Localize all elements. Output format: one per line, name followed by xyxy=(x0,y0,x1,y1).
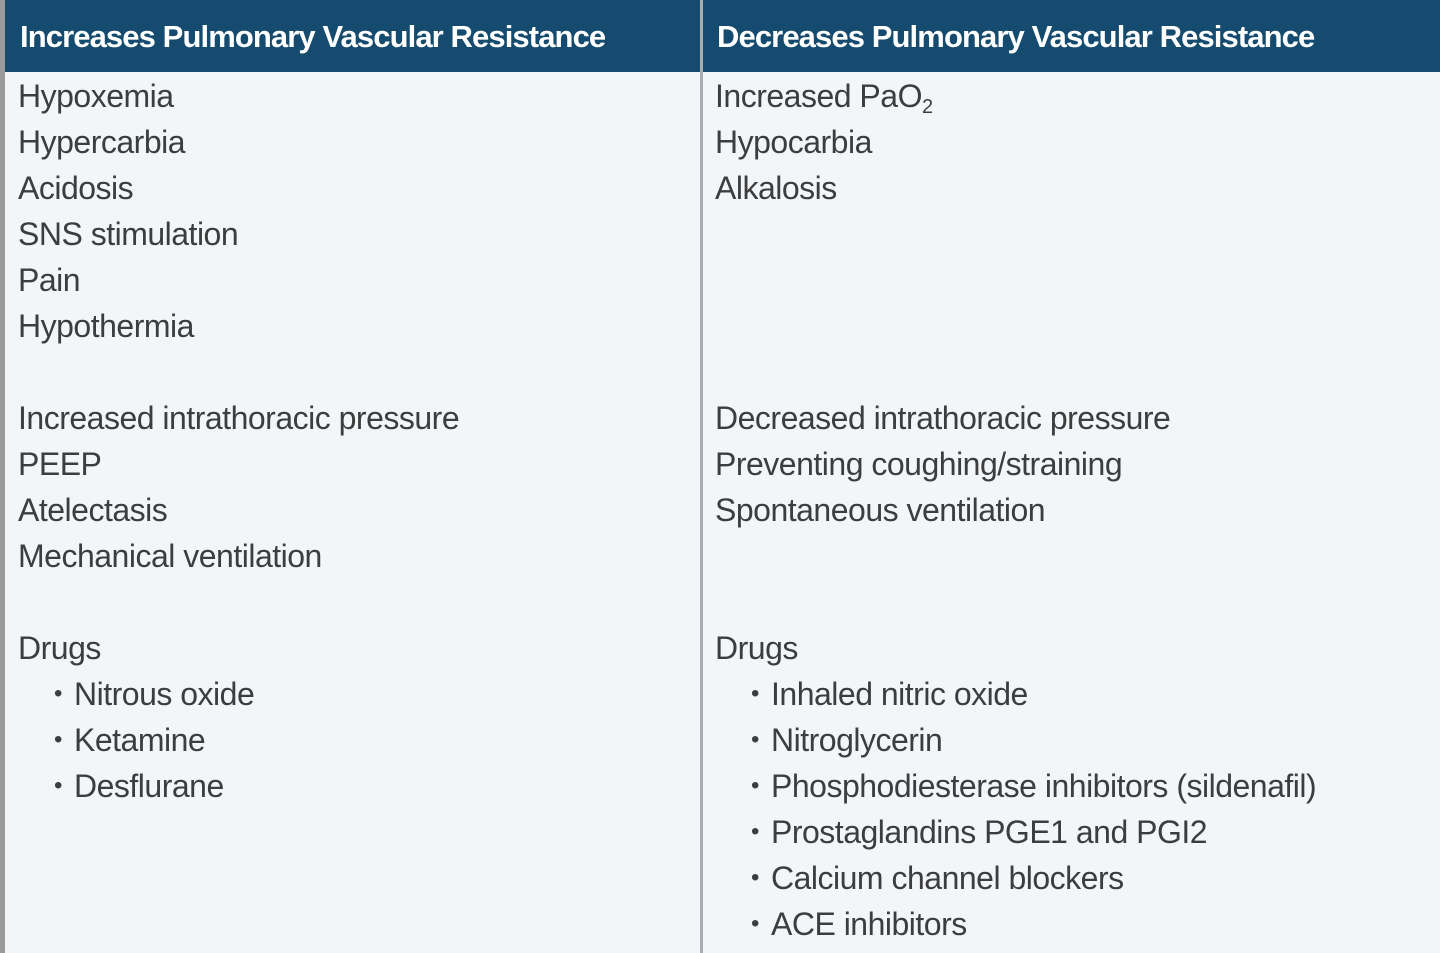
blank-row xyxy=(18,579,459,625)
bullet-item xyxy=(715,901,1316,947)
blank-row xyxy=(715,579,1316,625)
bullet-item xyxy=(18,763,459,809)
list-item xyxy=(715,119,1316,165)
blank-row xyxy=(18,349,459,395)
item-text: Ketamine xyxy=(74,722,206,758)
item-text: Alkalosis xyxy=(715,170,837,206)
blank-row xyxy=(715,303,1316,349)
item-text: Phosphodiesterase inhibitors (sildenafil) xyxy=(771,768,1317,804)
bullet-item xyxy=(715,763,1316,809)
item-text: SNS stimulation xyxy=(18,216,239,252)
item-text: Calcium channel blockers xyxy=(771,860,1124,896)
bullet-item xyxy=(715,855,1316,901)
bullet-item xyxy=(18,717,459,763)
column-decreases xyxy=(715,73,1316,947)
list-item xyxy=(18,165,459,211)
list-item xyxy=(18,625,459,671)
list-item xyxy=(715,441,1316,487)
list-item xyxy=(18,395,459,441)
blank-row xyxy=(715,257,1316,303)
item-text: Drugs xyxy=(715,630,798,666)
item-text: Nitroglycerin xyxy=(771,722,943,758)
left-border xyxy=(0,0,5,953)
item-text: Mechanical ventilation xyxy=(18,538,322,574)
item-text: Prostaglandins PGE1 and PGI2 xyxy=(771,814,1208,850)
item-text: Preventing coughing/straining xyxy=(715,446,1123,482)
list-item xyxy=(18,257,459,303)
list-item xyxy=(715,395,1316,441)
item-text: Drugs xyxy=(18,630,101,666)
item-text: Increased PaO xyxy=(715,78,922,114)
list-item xyxy=(715,165,1316,211)
list-item xyxy=(18,73,459,119)
column-increases xyxy=(18,73,459,809)
item-text: Desflurane xyxy=(74,768,224,804)
list-item xyxy=(18,441,459,487)
list-item xyxy=(18,119,459,165)
item-text: Pain xyxy=(18,262,81,298)
item-text: Hypocarbia xyxy=(715,124,872,160)
item-text: Inhaled nitric oxide xyxy=(771,676,1028,712)
bullet-item xyxy=(715,671,1316,717)
item-text: Hypoxemia xyxy=(18,78,174,114)
list-item xyxy=(18,533,459,579)
item-text: Hypercarbia xyxy=(18,124,186,160)
item-text: Spontaneous ventilation xyxy=(715,492,1046,528)
list-item xyxy=(18,303,459,349)
list-item xyxy=(18,211,459,257)
blank-row xyxy=(715,349,1316,395)
list-item xyxy=(715,487,1316,533)
item-text: Decreased intrathoracic pressure xyxy=(715,400,1171,436)
item-text: Hypothermia xyxy=(18,308,194,344)
list-item xyxy=(715,73,1316,119)
subscript: 2 xyxy=(921,96,933,118)
item-text: ACE inhibitors xyxy=(771,906,967,942)
column-divider xyxy=(700,0,703,953)
item-text: PEEP xyxy=(18,446,102,482)
table-header xyxy=(5,0,1440,72)
header-decreases: Decreases Pulmonary Vascular Resistance xyxy=(717,19,1315,54)
bullet-item xyxy=(715,809,1316,855)
item-text: Acidosis xyxy=(18,170,134,206)
blank-row xyxy=(715,533,1316,579)
blank-row xyxy=(715,211,1316,257)
item-text: Atelectasis xyxy=(18,492,168,528)
header-increases: Increases Pulmonary Vascular Resistance xyxy=(20,19,606,54)
item-text: Increased intrathoracic pressure xyxy=(18,400,460,436)
bullet-item xyxy=(18,671,459,717)
list-item xyxy=(715,625,1316,671)
item-text: Nitrous oxide xyxy=(74,676,255,712)
bullet-item xyxy=(715,717,1316,763)
list-item xyxy=(18,487,459,533)
